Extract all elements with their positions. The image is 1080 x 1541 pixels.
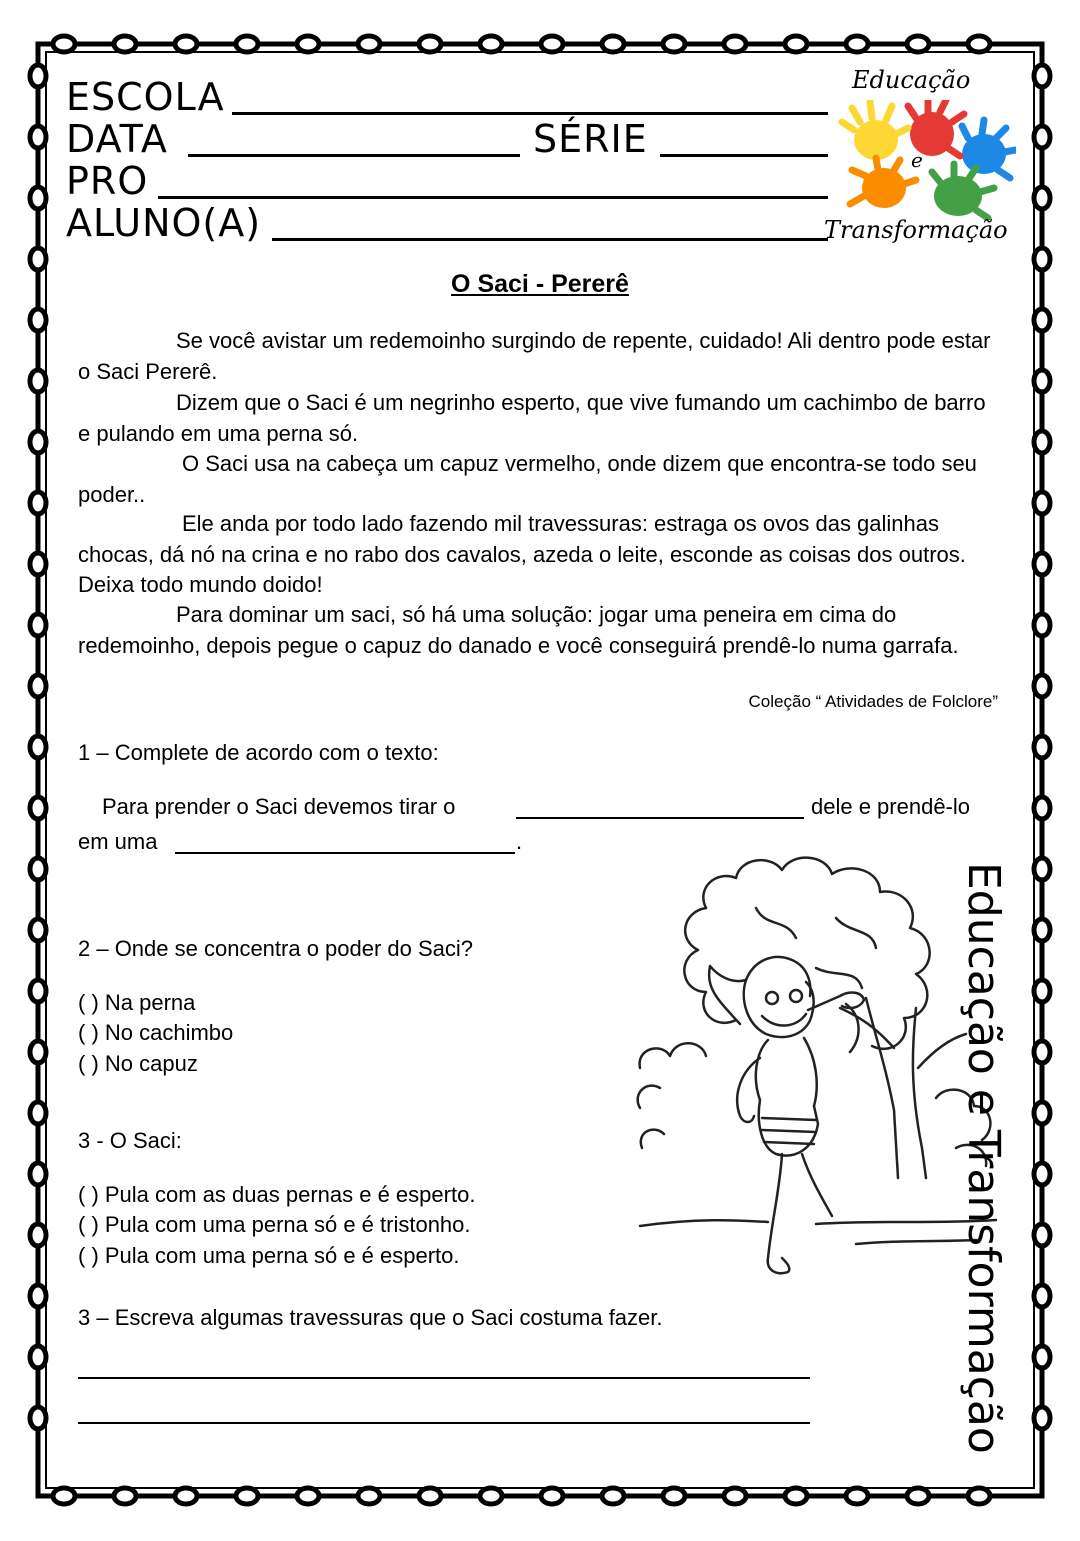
escola-field[interactable]	[232, 112, 828, 115]
border-bead	[907, 36, 929, 52]
border-bead	[297, 1488, 319, 1504]
border-bead	[30, 980, 46, 1002]
border-bead	[724, 1488, 746, 1504]
q2-option-3[interactable]: ( ) No capuz	[78, 1051, 198, 1076]
q3-option-1[interactable]: ( ) Pula com as duas pernas e é esperto.	[78, 1182, 476, 1207]
border-bead	[1034, 1163, 1050, 1185]
side-watermark: Educação e Transformação	[958, 862, 1009, 1454]
q2-title: 2 – Onde se concentra o poder do Saci?	[78, 936, 474, 961]
border-bead	[30, 248, 46, 270]
border-bead	[53, 36, 75, 52]
border-bead	[1034, 492, 1050, 514]
logo-top-text: Educação	[852, 66, 971, 94]
border-bead	[1034, 65, 1050, 87]
border-bead	[1034, 736, 1050, 758]
aluno-label: ALUNO(A)	[66, 201, 262, 245]
border-bead	[1034, 1041, 1050, 1063]
border-bead	[1034, 919, 1050, 941]
border-bead	[968, 36, 990, 52]
border-bead	[30, 736, 46, 758]
border-bead	[1034, 126, 1050, 148]
border-bead	[297, 36, 319, 52]
border-bead	[175, 36, 197, 52]
border-bead	[846, 1488, 868, 1504]
paragraph-5: Para dominar um saci, só há uma solução: jogar uma peneira em cima do redemoinho, depois pegue o capuz do danado e você conseguirá prendê-lo numa garrafa.	[78, 602, 959, 658]
q3-title: 3 - O Saci:	[78, 1128, 182, 1153]
pro-field[interactable]	[158, 196, 828, 199]
border-bead	[1034, 248, 1050, 270]
border-bead	[30, 187, 46, 209]
border-bead	[1034, 614, 1050, 636]
border-bead	[1034, 1285, 1050, 1307]
border-bead	[663, 36, 685, 52]
border-bead	[968, 1488, 990, 1504]
paragraph-1: Se você avistar um redemoinho surgindo de repente, cuidado! Ali dentro pode estar o Saci Pererê.	[78, 328, 991, 384]
border-bead	[30, 553, 46, 575]
border-bead	[30, 1407, 46, 1429]
border-bead	[846, 36, 868, 52]
logo-bottom-text: Transformação	[824, 216, 1008, 244]
paragraph-4: Ele anda por todo lado fazendo mil travessuras: estraga os ovos das galinhas chocas, dá nó na crina e no rabo dos cavalos, azeda o leite, esconde as coisas dos outros. Deixa todo mundo doido!	[78, 511, 966, 597]
border-bead	[602, 1488, 624, 1504]
reading-title: O Saci - Pererê	[451, 270, 629, 298]
border-bead	[30, 1041, 46, 1063]
border-bead	[1034, 1102, 1050, 1124]
q1-blank-1[interactable]	[516, 817, 804, 819]
border-bead	[30, 492, 46, 514]
border-bead	[1034, 431, 1050, 453]
data-field[interactable]	[188, 154, 520, 157]
q1-text-a: Para prender o Saci devemos tirar o	[102, 794, 456, 819]
border-bead	[30, 370, 46, 392]
border-bead	[1034, 1346, 1050, 1368]
border-bead	[1034, 370, 1050, 392]
saci-illustration	[636, 848, 1000, 1288]
border-bead	[30, 1285, 46, 1307]
logo-middle-text: e	[911, 148, 923, 172]
border-bead	[419, 36, 441, 52]
q2-option-2[interactable]: ( ) No cachimbo	[78, 1020, 234, 1045]
border-bead	[1034, 309, 1050, 331]
q1-text-b: dele e prendê-lo	[811, 794, 971, 819]
border-bead	[30, 431, 46, 453]
border-bead	[541, 1488, 563, 1504]
border-bead	[1034, 797, 1050, 819]
q3-option-2[interactable]: ( ) Pula com uma perna só e é tristonho.	[78, 1212, 471, 1237]
border-bead	[541, 36, 563, 52]
border-bead	[785, 36, 807, 52]
q1-text-d: .	[516, 829, 523, 854]
border-bead	[53, 1488, 75, 1504]
border-bead	[236, 1488, 258, 1504]
source-citation: Coleção “ Atividades de Folclore”	[748, 692, 998, 711]
data-label: DATA	[66, 117, 168, 161]
border-bead	[236, 36, 258, 52]
border-bead	[1034, 187, 1050, 209]
border-bead	[480, 36, 502, 52]
paragraph-2: Dizem que o Saci é um negrinho esperto, que vive fumando um cachimbo de barro e pulando em uma perna só.	[78, 390, 986, 446]
q1-text-c: em uma	[78, 829, 158, 854]
border-bead	[30, 1102, 46, 1124]
border-bead	[785, 1488, 807, 1504]
q2-option-1[interactable]: ( ) Na perna	[78, 990, 196, 1015]
border-bead	[419, 1488, 441, 1504]
q4-title: 3 – Escreva algumas travessuras que o Saci costuma fazer.	[78, 1305, 663, 1330]
border-bead	[1034, 553, 1050, 575]
border-bead	[358, 36, 380, 52]
border-bead	[724, 36, 746, 52]
border-bead	[30, 858, 46, 880]
answer-line-1[interactable]	[78, 1377, 810, 1379]
pro-label: PRO	[66, 159, 149, 203]
border-bead	[30, 1163, 46, 1185]
border-bead	[175, 1488, 197, 1504]
q3-option-3[interactable]: ( ) Pula com uma perna só e é esperto.	[78, 1243, 460, 1268]
answer-line-2[interactable]	[78, 1422, 810, 1424]
aluno-field[interactable]	[272, 238, 828, 241]
border-bead	[30, 1224, 46, 1246]
border-bead	[114, 36, 136, 52]
border-bead	[114, 1488, 136, 1504]
border-bead	[480, 1488, 502, 1504]
border-bead	[30, 675, 46, 697]
q1-blank-2[interactable]	[175, 852, 515, 854]
border-bead	[1034, 675, 1050, 697]
escola-label: ESCOLA	[66, 75, 225, 119]
border-bead	[30, 126, 46, 148]
q1-title: 1 – Complete de acordo com o texto:	[78, 740, 439, 765]
handprints-icon	[836, 100, 1016, 220]
border-bead	[30, 614, 46, 636]
border-bead	[1034, 858, 1050, 880]
border-bead	[1034, 980, 1050, 1002]
border-bead	[602, 36, 624, 52]
border-bead	[30, 797, 46, 819]
border-bead	[30, 1346, 46, 1368]
border-bead	[1034, 1407, 1050, 1429]
paragraph-3: O Saci usa na cabeça um capuz vermelho, onde dizem que encontra-se todo seu poder..	[78, 451, 977, 507]
border-bead	[358, 1488, 380, 1504]
serie-field[interactable]	[660, 154, 828, 157]
border-bead	[907, 1488, 929, 1504]
border-bead	[30, 309, 46, 331]
border-bead	[1034, 1224, 1050, 1246]
border-bead	[30, 65, 46, 87]
border-bead	[663, 1488, 685, 1504]
border-bead	[30, 919, 46, 941]
serie-label: SÉRIE	[533, 117, 648, 161]
